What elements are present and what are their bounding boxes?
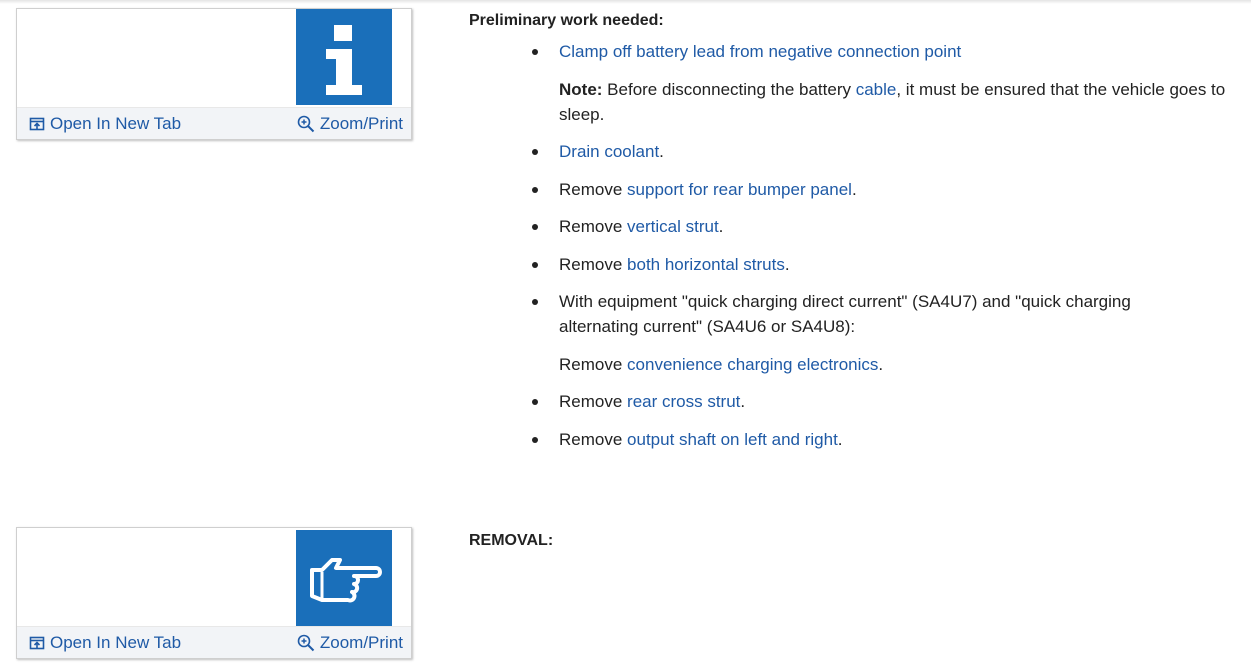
figure-toolbar — [17, 107, 411, 139]
output-shaft-link[interactable]: output shaft on left and right — [627, 430, 838, 449]
period: . — [659, 142, 664, 161]
zoom-icon — [297, 634, 315, 652]
vertical-strut-link[interactable]: vertical strut — [627, 217, 719, 236]
cable-link[interactable]: cable — [855, 80, 897, 99]
bullet — [532, 437, 538, 443]
figure-image-area[interactable] — [17, 9, 411, 105]
sub-paragraph — [559, 352, 1239, 377]
zoom-print-button[interactable] — [297, 631, 403, 655]
list-item — [559, 139, 1239, 164]
list-item — [559, 289, 1159, 339]
period: . — [718, 217, 724, 236]
item-text: Remove — [559, 392, 628, 411]
list-item — [559, 427, 1239, 452]
zoom-print-label: Zoom/Print — [319, 114, 403, 133]
bullet — [532, 399, 538, 405]
bullet — [532, 299, 538, 305]
pointing-figure — [16, 527, 412, 659]
figure-toolbar — [17, 626, 411, 658]
item-text: Remove — [559, 355, 628, 374]
bullet — [532, 224, 538, 230]
period: . — [784, 255, 790, 274]
charging-electronics-link[interactable]: convenience charging electronics — [627, 355, 879, 374]
period: . — [740, 392, 746, 411]
list-item — [559, 39, 1239, 64]
open-tab-icon — [29, 116, 45, 132]
info-figure — [16, 8, 412, 140]
open-in-new-tab-button[interactable] — [29, 631, 181, 655]
period: . — [837, 430, 843, 449]
bullet — [532, 149, 538, 155]
zoom-print-label: Zoom/Print — [319, 633, 403, 652]
info-icon — [296, 9, 392, 105]
note-paragraph — [559, 77, 1239, 127]
item-text: Remove — [559, 217, 628, 236]
drain-coolant-link[interactable]: Drain coolant — [559, 142, 660, 161]
bullet — [532, 262, 538, 268]
item-text: With equipment "quick charging direct current" (SA4U7) and "quick charging alternating current" (SA4U6 or SA4U8): — [559, 292, 1131, 336]
list-item — [559, 214, 1239, 239]
bullet — [532, 187, 538, 193]
note-text: Before disconnecting the battery — [602, 80, 856, 99]
bumper-support-link[interactable]: support for rear bumper panel — [627, 180, 852, 199]
item-text: Remove — [559, 430, 628, 449]
item-text: Remove — [559, 255, 628, 274]
open-in-new-tab-button[interactable] — [29, 112, 181, 136]
top-shadow-line — [0, 0, 1251, 4]
list-item — [559, 252, 1239, 277]
period: . — [851, 180, 857, 199]
bullet — [532, 49, 538, 55]
zoom-icon — [297, 115, 315, 133]
horizontal-struts-link[interactable]: both horizontal struts — [627, 255, 785, 274]
period: . — [878, 355, 884, 374]
preliminary-heading: Preliminary work needed: — [469, 12, 664, 29]
rear-cross-strut-link[interactable]: rear cross strut — [627, 392, 741, 411]
list-item — [559, 177, 1239, 202]
list-item — [559, 389, 1239, 414]
zoom-print-button[interactable] — [297, 112, 403, 136]
item-text: Remove — [559, 180, 628, 199]
note-label: Note: — [559, 80, 603, 99]
pointing-hand-icon — [296, 530, 392, 626]
open-in-new-tab-label: Open In New Tab — [50, 633, 182, 652]
figure-image-area[interactable] — [17, 528, 411, 624]
removal-heading: REMOVAL: — [469, 532, 554, 549]
open-in-new-tab-label: Open In New Tab — [50, 114, 182, 133]
open-tab-icon — [29, 635, 45, 651]
note-text: , it must be ensured that the vehicle goes to sleep. — [559, 80, 1226, 124]
clamp-battery-link[interactable]: Clamp off battery lead from negative connection point — [559, 42, 962, 61]
